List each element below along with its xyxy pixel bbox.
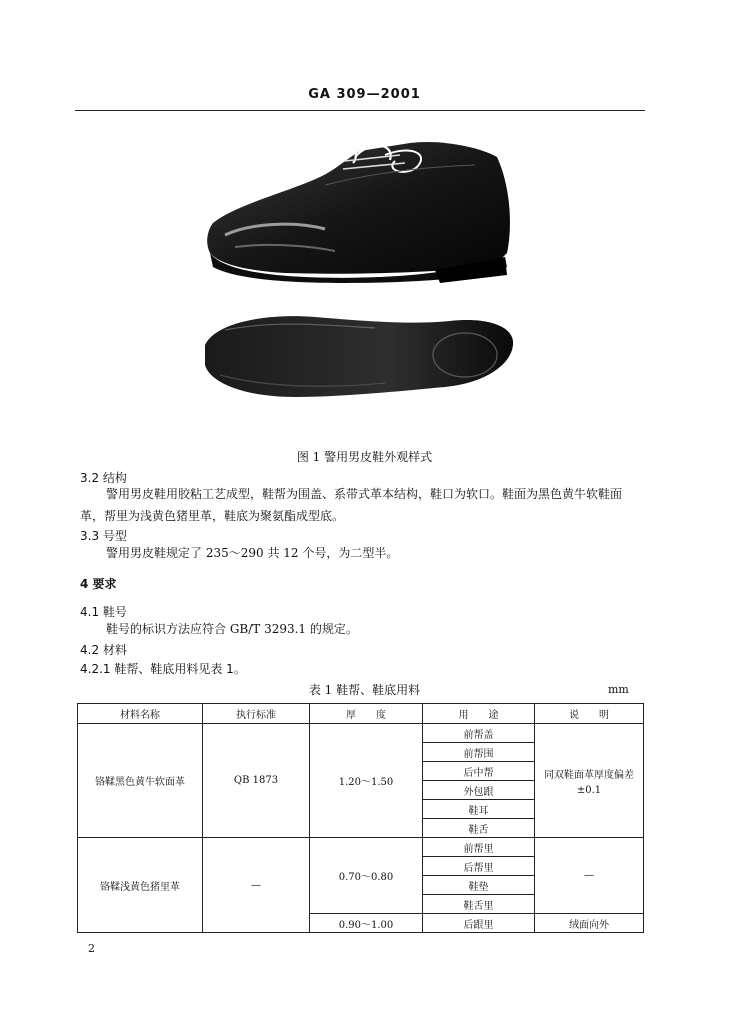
- use-cell: 前帮里: [423, 838, 535, 857]
- section-4-1-heading: 4.1 鞋号: [80, 605, 127, 619]
- section-4-2-1-heading: 4.2.1 鞋帮、鞋底用料见表 1。: [80, 662, 246, 676]
- header-thickness: 厚 度: [310, 704, 423, 724]
- thickness-cell: 1.20～1.50: [310, 724, 423, 838]
- section-3-2-body-line1: 警用男皮鞋用胶粘工艺成型，鞋帮为围盖、系带式革本结构，鞋口为软口。鞋面为黑色黄牛软鞋面: [106, 487, 623, 501]
- note-line: ±0.1: [576, 784, 602, 796]
- standard-cell: QB 1873: [203, 724, 310, 838]
- page-header: GA 309—2001: [308, 87, 421, 102]
- material-cell: 铬鞣黑色黄牛软面革: [78, 724, 203, 838]
- table-row: [78, 838, 644, 857]
- use-cell: 前帮盖: [423, 724, 535, 743]
- use-cell: 鞋舌里: [423, 895, 535, 914]
- use-cell: 鞋耳: [423, 800, 535, 819]
- section-4-heading: 4 要求: [80, 577, 117, 591]
- table-row: [78, 724, 644, 743]
- table-header-row: [78, 704, 644, 724]
- page-number: 2: [88, 942, 95, 955]
- note-cell: —: [535, 838, 644, 914]
- table-unit: mm: [608, 683, 629, 696]
- table-title: 表 1 鞋帮、鞋底用料: [308, 683, 421, 697]
- use-cell: 鞋垫: [423, 876, 535, 895]
- note-line: 同双鞋面革厚度偏差: [544, 769, 634, 781]
- use-cell: 外包跟: [423, 781, 535, 800]
- section-3-3-heading: 3.3 号型: [80, 529, 127, 543]
- shoe-photo: [195, 125, 525, 425]
- section-3-3-body: 警用男皮鞋规定了 235～290 共 12 个号，为二型半。: [106, 546, 399, 560]
- note-cell: [535, 724, 644, 838]
- header-use: 用 途: [423, 704, 535, 724]
- section-3-2-body-line2: 革，帮里为浅黄色猪里革，鞋底为聚氨酯成型底。: [80, 509, 345, 523]
- header-standard: 执行标准: [203, 704, 310, 724]
- header-note: 说 明: [535, 704, 644, 724]
- standard-cell: —: [203, 838, 310, 933]
- materials-table: [77, 703, 644, 933]
- note-cell: 绒面向外: [535, 914, 644, 933]
- section-3-2-heading: 3.2 结构: [80, 471, 127, 485]
- figure-caption: 图 1 警用男皮鞋外观样式: [296, 450, 433, 464]
- section-4-1-body: 鞋号的标识方法应符合 GB/T 3293.1 的规定。: [106, 622, 358, 636]
- material-cell: 铬鞣浅黄色猪里革: [78, 838, 203, 933]
- use-cell: 前帮围: [423, 743, 535, 762]
- header-rule: [75, 110, 645, 111]
- thickness-cell: 0.90～1.00: [310, 914, 423, 933]
- header-material: 材料名称: [78, 704, 203, 724]
- thickness-cell: 0.70～0.80: [310, 838, 423, 914]
- use-cell: 鞋舌: [423, 819, 535, 838]
- section-4-2-heading: 4.2 材料: [80, 643, 127, 657]
- use-cell: 后跟里: [423, 914, 535, 933]
- use-cell: 后中帮: [423, 762, 535, 781]
- use-cell: 后帮里: [423, 857, 535, 876]
